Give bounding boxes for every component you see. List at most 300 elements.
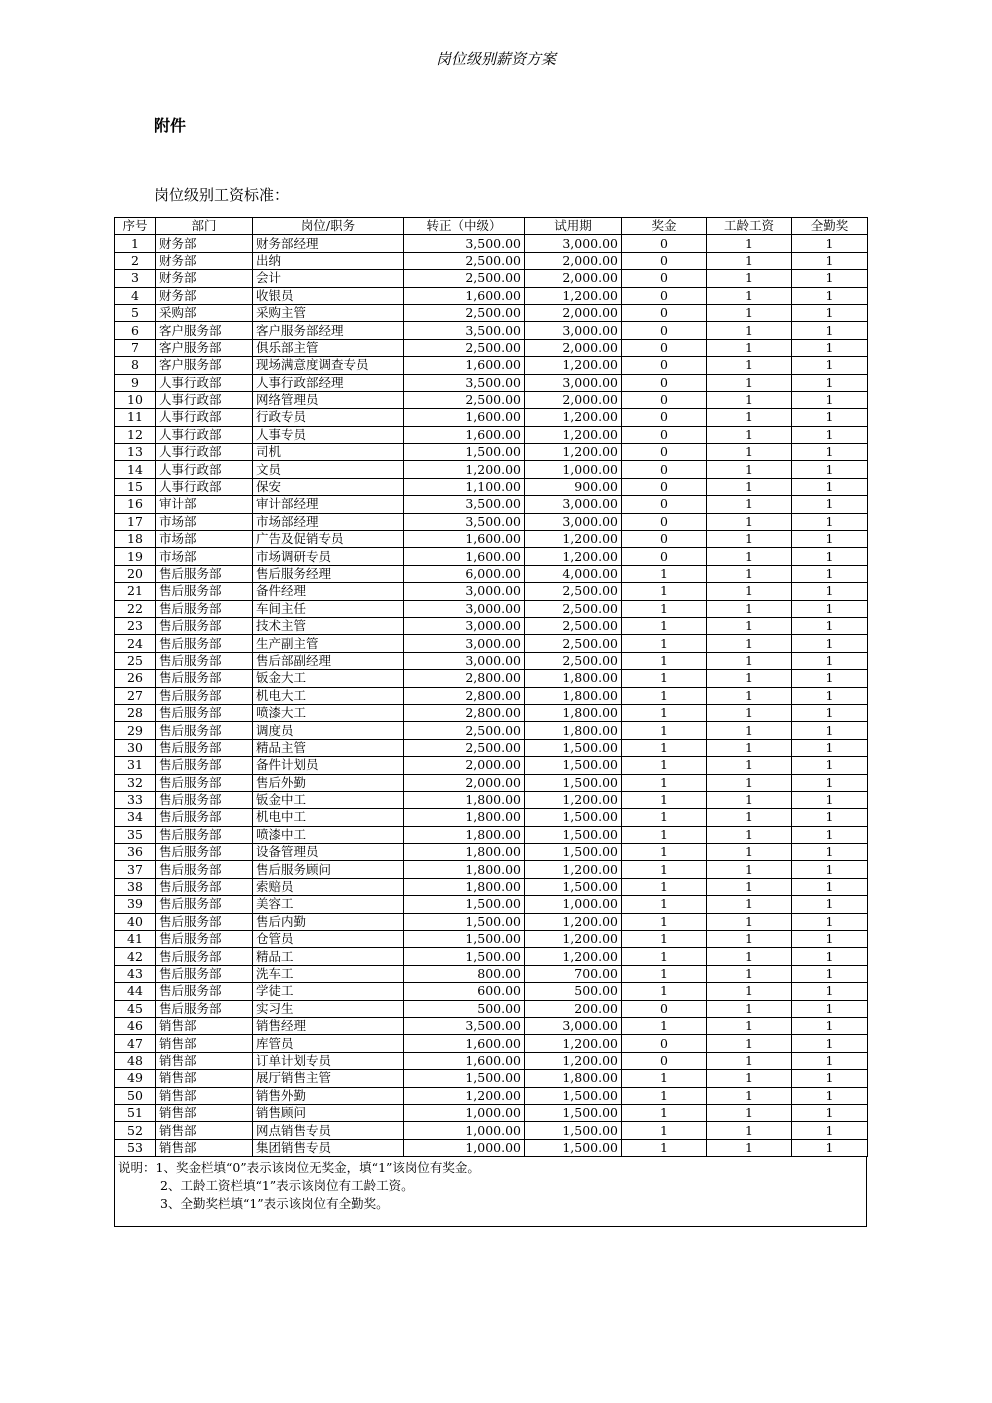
table-cell: 钣金中工: [253, 791, 404, 808]
table-cell: 4,000.00: [525, 565, 622, 582]
page-header-title: 岗位级别薪资方案: [435, 50, 556, 68]
table-cell: 1: [707, 565, 792, 582]
table-row: [115, 1122, 868, 1139]
table-cell: 0: [622, 409, 707, 426]
column-header: 部门: [156, 218, 253, 235]
table-cell: 1: [792, 374, 868, 391]
table-cell: 售后服务部: [156, 844, 253, 861]
table-row: [115, 1104, 868, 1121]
table-cell: 1: [622, 565, 707, 582]
table-cell: 0: [622, 548, 707, 565]
table-cell: 1: [707, 531, 792, 548]
table-cell: 8: [115, 357, 156, 374]
column-header: 全勤奖: [792, 218, 868, 235]
table-cell: 库管员: [253, 1035, 404, 1052]
table-row: [115, 844, 868, 861]
table-cell: 1: [792, 826, 868, 843]
table-cell: 39: [115, 896, 156, 913]
table-cell: 销售外勤: [253, 1087, 404, 1104]
table-cell: 销售顾问: [253, 1104, 404, 1121]
table-cell: 31: [115, 757, 156, 774]
table-cell: 20: [115, 565, 156, 582]
table-cell: 1: [792, 791, 868, 808]
table-cell: 1: [707, 513, 792, 530]
table-header-row: [115, 218, 868, 235]
table-row: [115, 374, 868, 391]
table-cell: 1: [792, 357, 868, 374]
table-row: [115, 478, 868, 495]
table-cell: 备件计划员: [253, 757, 404, 774]
table-cell: 售后服务部: [156, 878, 253, 895]
table-cell: 32: [115, 774, 156, 791]
column-header: 试用期: [525, 218, 622, 235]
table-cell: 1: [707, 617, 792, 634]
table-cell: 34: [115, 809, 156, 826]
table-cell: 37: [115, 861, 156, 878]
table-cell: 2,500.00: [525, 635, 622, 652]
table-cell: 1: [707, 844, 792, 861]
table-cell: 1: [622, 1017, 707, 1034]
table-row: [115, 965, 868, 982]
table-cell: 1: [792, 548, 868, 565]
table-cell: 1: [707, 339, 792, 356]
table-cell: 1: [707, 670, 792, 687]
table-row: [115, 757, 868, 774]
table-row: [115, 600, 868, 617]
table-cell: 1,600.00: [404, 357, 525, 374]
table-cell: 1,200.00: [525, 791, 622, 808]
table-cell: 审计部: [156, 496, 253, 513]
table-cell: 0: [622, 444, 707, 461]
table-cell: 1,600.00: [404, 1052, 525, 1069]
table-cell: 6,000.00: [404, 565, 525, 582]
table-cell: 备件经理: [253, 583, 404, 600]
table-cell: 1: [707, 1139, 792, 1156]
table-cell: 2,500.00: [525, 583, 622, 600]
table-cell: 采购主管: [253, 304, 404, 321]
table-cell: 生产副主管: [253, 635, 404, 652]
table-cell: 售后服务部: [156, 861, 253, 878]
table-cell: 市场部: [156, 531, 253, 548]
table-cell: 47: [115, 1035, 156, 1052]
table-cell: 0: [622, 374, 707, 391]
table-cell: 1: [707, 461, 792, 478]
table-row: [115, 322, 868, 339]
table-cell: 1,800.00: [404, 861, 525, 878]
table-cell: 1,200.00: [525, 426, 622, 443]
section-subtitle: 岗位级别工资标准：: [154, 186, 290, 204]
table-cell: 1: [792, 722, 868, 739]
table-cell: 1: [622, 1070, 707, 1087]
table-cell: 1,200.00: [525, 913, 622, 930]
table-cell: 1,500.00: [404, 896, 525, 913]
table-cell: 1,200.00: [525, 531, 622, 548]
table-cell: 22: [115, 600, 156, 617]
table-cell: 1: [792, 809, 868, 826]
table-cell: 人事行政部: [156, 444, 253, 461]
table-cell: 1: [707, 1052, 792, 1069]
table-cell: 1: [792, 583, 868, 600]
table-cell: 6: [115, 322, 156, 339]
table-cell: 1: [707, 739, 792, 756]
table-cell: 1,800.00: [404, 791, 525, 808]
table-cell: 1: [792, 1000, 868, 1017]
table-cell: 2: [115, 252, 156, 269]
table-cell: 1,600.00: [404, 531, 525, 548]
table-cell: 1: [792, 1087, 868, 1104]
table-row: [115, 635, 868, 652]
table-row: [115, 1000, 868, 1017]
table-cell: 1,200.00: [525, 1035, 622, 1052]
table-cell: 1: [707, 948, 792, 965]
table-cell: 36: [115, 844, 156, 861]
table-cell: 销售部: [156, 1052, 253, 1069]
table-cell: 仓管员: [253, 931, 404, 948]
table-cell: 1: [707, 1104, 792, 1121]
table-cell: 1: [707, 478, 792, 495]
table-cell: 集团销售专员: [253, 1139, 404, 1156]
table-cell: 2,500.00: [525, 617, 622, 634]
table-cell: 1,000.00: [404, 1104, 525, 1121]
table-cell: 技术主管: [253, 617, 404, 634]
table-cell: 23: [115, 617, 156, 634]
table-cell: 1,500.00: [525, 757, 622, 774]
table-cell: 索赔员: [253, 878, 404, 895]
table-cell: 2,000.00: [404, 774, 525, 791]
table-row: [115, 878, 868, 895]
table-row: [115, 826, 868, 843]
table-cell: 1: [707, 235, 792, 252]
table-cell: 3,500.00: [404, 235, 525, 252]
table-cell: 售后服务部: [156, 617, 253, 634]
table-cell: 精品主管: [253, 739, 404, 756]
table-cell: 24: [115, 635, 156, 652]
table-cell: 9: [115, 374, 156, 391]
table-cell: 45: [115, 1000, 156, 1017]
table-cell: 1: [707, 635, 792, 652]
table-cell: 50: [115, 1087, 156, 1104]
table-cell: 1: [622, 739, 707, 756]
table-cell: 16: [115, 496, 156, 513]
table-cell: 1: [622, 809, 707, 826]
table-cell: 1: [792, 1122, 868, 1139]
table-cell: 2,000.00: [525, 252, 622, 269]
table-row: [115, 444, 868, 461]
table-cell: 财务部: [156, 287, 253, 304]
table-cell: 1: [707, 374, 792, 391]
table-cell: 售后服务部: [156, 670, 253, 687]
table-cell: 1: [707, 931, 792, 948]
table-cell: 3,000.00: [525, 374, 622, 391]
table-cell: 0: [622, 1000, 707, 1017]
table-cell: 售后服务部: [156, 739, 253, 756]
table-cell: 1: [622, 791, 707, 808]
table-cell: 1: [707, 357, 792, 374]
table-row: [115, 739, 868, 756]
table-cell: 客户服务部经理: [253, 322, 404, 339]
table-cell: 1: [622, 757, 707, 774]
table-cell: 销售部: [156, 1139, 253, 1156]
table-row: [115, 774, 868, 791]
table-row: [115, 1052, 868, 1069]
table-cell: 1: [792, 531, 868, 548]
table-cell: 1,800.00: [525, 722, 622, 739]
table-cell: 1,600.00: [404, 1035, 525, 1052]
table-cell: 设备管理员: [253, 844, 404, 861]
table-cell: 1: [792, 635, 868, 652]
table-row: [115, 565, 868, 582]
table-cell: 1: [622, 931, 707, 948]
table-cell: 40: [115, 913, 156, 930]
table-cell: 1: [792, 339, 868, 356]
table-cell: 1,000.00: [404, 1139, 525, 1156]
table-cell: 3,500.00: [404, 496, 525, 513]
table-cell: 18: [115, 531, 156, 548]
table-cell: 销售经理: [253, 1017, 404, 1034]
table-cell: 2,000.00: [525, 391, 622, 408]
table-cell: 500.00: [404, 1000, 525, 1017]
table-cell: 0: [622, 287, 707, 304]
table-cell: 1,500.00: [525, 826, 622, 843]
table-cell: 2,800.00: [404, 687, 525, 704]
table-cell: 0: [622, 252, 707, 269]
table-cell: 1: [792, 1052, 868, 1069]
table-cell: 1,000.00: [525, 896, 622, 913]
table-cell: 1: [707, 496, 792, 513]
column-header: 奖金: [622, 218, 707, 235]
table-cell: 洗车工: [253, 965, 404, 982]
table-cell: 0: [622, 1052, 707, 1069]
table-cell: 3,000.00: [404, 635, 525, 652]
table-cell: 1: [792, 235, 868, 252]
table-cell: 1: [707, 913, 792, 930]
table-cell: 0: [622, 235, 707, 252]
table-cell: 2,500.00: [525, 652, 622, 669]
table-cell: 车间主任: [253, 600, 404, 617]
table-cell: 1: [792, 1104, 868, 1121]
table-cell: 1: [707, 1122, 792, 1139]
table-cell: 1: [792, 913, 868, 930]
table-cell: 1: [792, 409, 868, 426]
table-cell: 1: [792, 931, 868, 948]
table-cell: 1,200.00: [525, 444, 622, 461]
table-cell: 1,500.00: [404, 1070, 525, 1087]
table-cell: 1,000.00: [404, 1122, 525, 1139]
table-cell: 25: [115, 652, 156, 669]
table-cell: 3,000.00: [525, 322, 622, 339]
table-cell: 2,000.00: [525, 304, 622, 321]
table-cell: 1: [622, 826, 707, 843]
table-cell: 售后服务部: [156, 931, 253, 948]
table-cell: 1: [792, 652, 868, 669]
table-cell: 人事行政部: [156, 374, 253, 391]
table-cell: 1,500.00: [525, 739, 622, 756]
table-cell: 3,000.00: [404, 617, 525, 634]
table-cell: 49: [115, 1070, 156, 1087]
table-cell: 800.00: [404, 965, 525, 982]
table-cell: 1: [792, 774, 868, 791]
table-cell: 1: [707, 600, 792, 617]
table-cell: 订单计划专员: [253, 1052, 404, 1069]
table-cell: 10: [115, 391, 156, 408]
table-cell: 0: [622, 304, 707, 321]
table-cell: 机电大工: [253, 687, 404, 704]
table-cell: 售后服务部: [156, 1000, 253, 1017]
table-cell: 1: [792, 896, 868, 913]
table-cell: 2,500.00: [404, 722, 525, 739]
table-cell: 1: [792, 270, 868, 287]
table-cell: 市场部: [156, 548, 253, 565]
table-cell: 1: [622, 1087, 707, 1104]
table-row: [115, 391, 868, 408]
table-cell: 0: [622, 513, 707, 530]
table-cell: 0: [622, 391, 707, 408]
table-cell: 客户服务部: [156, 339, 253, 356]
table-cell: 28: [115, 704, 156, 721]
table-cell: 2,500.00: [525, 600, 622, 617]
table-cell: 0: [622, 357, 707, 374]
table-cell: 500.00: [525, 983, 622, 1000]
table-cell: 1: [707, 791, 792, 808]
table-cell: 2,500.00: [404, 304, 525, 321]
table-cell: 1: [622, 1122, 707, 1139]
note-line-3: 3、全勤奖栏填“1”表示该岗位有全勤奖。: [160, 1196, 389, 1212]
table-cell: 1: [622, 844, 707, 861]
table-cell: 销售部: [156, 1122, 253, 1139]
table-row: [115, 461, 868, 478]
table-cell: 0: [622, 1035, 707, 1052]
table-cell: 喷漆大工: [253, 704, 404, 721]
table-cell: 1: [792, 1070, 868, 1087]
table-cell: 1: [707, 878, 792, 895]
table-row: [115, 357, 868, 374]
table-cell: 售后服务部: [156, 826, 253, 843]
table-cell: 2,000.00: [525, 339, 622, 356]
table-row: [115, 426, 868, 443]
table-row: [115, 861, 868, 878]
table-cell: 0: [622, 531, 707, 548]
table-cell: 0: [622, 322, 707, 339]
table-cell: 1,500.00: [525, 1139, 622, 1156]
table-cell: 1,200.00: [525, 948, 622, 965]
table-cell: 收银员: [253, 287, 404, 304]
table-cell: 1,500.00: [525, 1122, 622, 1139]
table-cell: 0: [622, 461, 707, 478]
table-cell: 0: [622, 496, 707, 513]
table-cell: 43: [115, 965, 156, 982]
table-cell: 1,200.00: [525, 287, 622, 304]
table-cell: 售后服务部: [156, 583, 253, 600]
table-cell: 3,000.00: [525, 496, 622, 513]
table-cell: 售后服务部: [156, 635, 253, 652]
table-cell: 1: [622, 1139, 707, 1156]
table-cell: 1: [707, 652, 792, 669]
table-cell: 200.00: [525, 1000, 622, 1017]
table-cell: 1,200.00: [525, 861, 622, 878]
note-line-1: 说明：1、奖金栏填“0”表示该岗位无奖金，填“1”该岗位有奖金。: [118, 1160, 480, 1176]
table-cell: 1,800.00: [525, 670, 622, 687]
table-row: [115, 409, 868, 426]
note-line-2: 2、工龄工资栏填“1”表示该岗位有工龄工资。: [160, 1178, 414, 1194]
table-cell: 网络管理员: [253, 391, 404, 408]
table-cell: 1,800.00: [404, 809, 525, 826]
table-cell: 1,500.00: [525, 844, 622, 861]
table-cell: 11: [115, 409, 156, 426]
table-cell: 1: [792, 739, 868, 756]
table-cell: 1: [622, 722, 707, 739]
table-cell: 1,200.00: [525, 548, 622, 565]
table-cell: 1: [707, 722, 792, 739]
table-cell: 2,000.00: [404, 757, 525, 774]
table-cell: 1: [792, 444, 868, 461]
table-cell: 售后服务部: [156, 983, 253, 1000]
table-cell: 1,600.00: [404, 426, 525, 443]
table-cell: 展厅销售主管: [253, 1070, 404, 1087]
table-cell: 人事行政部经理: [253, 374, 404, 391]
table-cell: 7: [115, 339, 156, 356]
table-body: [115, 235, 868, 1157]
table-cell: 人事专员: [253, 426, 404, 443]
table-cell: 2,500.00: [404, 252, 525, 269]
table-cell: 1: [707, 1070, 792, 1087]
table-cell: 1: [622, 878, 707, 895]
table-row: [115, 1087, 868, 1104]
table-cell: 销售部: [156, 1017, 253, 1034]
table-cell: 1,800.00: [525, 687, 622, 704]
table-row: [115, 252, 868, 269]
table-cell: 0: [622, 339, 707, 356]
table-cell: 机电中工: [253, 809, 404, 826]
table-cell: 1: [792, 304, 868, 321]
table-row: [115, 513, 868, 530]
table-row: [115, 809, 868, 826]
table-cell: 1,500.00: [525, 878, 622, 895]
table-cell: 1: [792, 844, 868, 861]
table-cell: 售后内勤: [253, 913, 404, 930]
table-row: [115, 704, 868, 721]
table-cell: 1: [707, 1017, 792, 1034]
table-cell: 46: [115, 1017, 156, 1034]
table-cell: 42: [115, 948, 156, 965]
table-cell: 1: [792, 687, 868, 704]
table-row: [115, 1070, 868, 1087]
table-row: [115, 687, 868, 704]
table-cell: 21: [115, 583, 156, 600]
table-cell: 51: [115, 1104, 156, 1121]
table-cell: 售后服务部: [156, 687, 253, 704]
table-cell: 1,500.00: [404, 931, 525, 948]
table-cell: 27: [115, 687, 156, 704]
table-cell: 1: [707, 757, 792, 774]
table-row: [115, 531, 868, 548]
table-row: [115, 1017, 868, 1034]
table-cell: 售后服务部: [156, 896, 253, 913]
table-cell: 1: [707, 1000, 792, 1017]
table-cell: 1,800.00: [525, 704, 622, 721]
table-cell: 现场满意度调查专员: [253, 357, 404, 374]
table-cell: 1: [792, 426, 868, 443]
table-cell: 1: [792, 670, 868, 687]
table-cell: 1: [707, 252, 792, 269]
table-cell: 1: [707, 287, 792, 304]
table-cell: 3,000.00: [525, 235, 622, 252]
table-cell: 1: [792, 287, 868, 304]
table-cell: 3,500.00: [404, 1017, 525, 1034]
table-cell: 俱乐部主管: [253, 339, 404, 356]
table-cell: 1: [707, 322, 792, 339]
table-cell: 1: [792, 983, 868, 1000]
table-row: [115, 287, 868, 304]
